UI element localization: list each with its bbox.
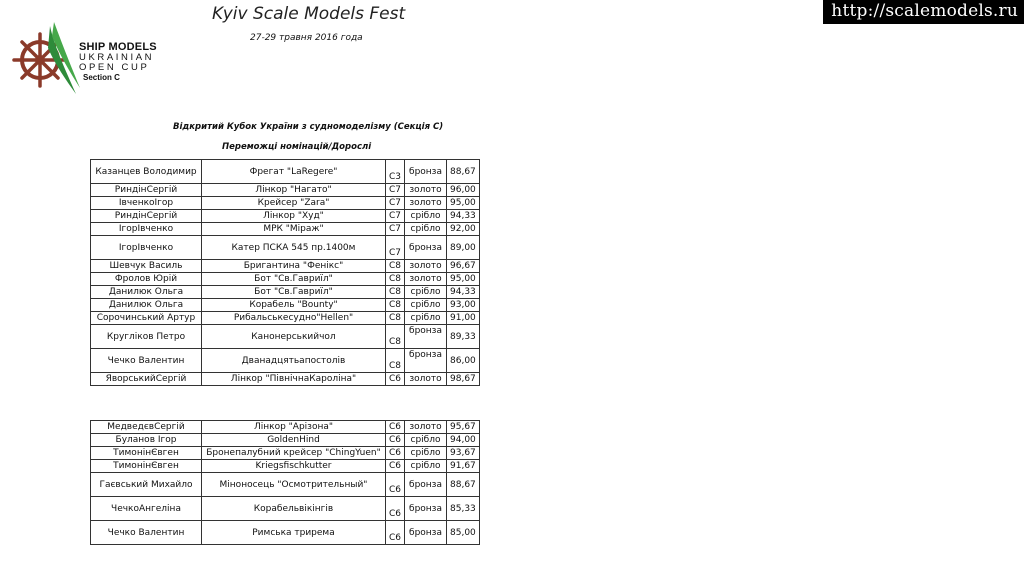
score: 94,33: [447, 286, 480, 299]
participant-name: Казанцев Володимир: [91, 160, 202, 184]
table-row: [91, 349, 480, 373]
model-name: Бот "Св.Гавриїл": [202, 273, 386, 286]
medal: срібло: [405, 447, 447, 460]
class-code: C7: [386, 236, 405, 260]
class-code: C6: [386, 473, 405, 497]
medal: срібло: [405, 460, 447, 473]
medal: бронза: [405, 325, 447, 349]
class-code: C8: [386, 260, 405, 273]
score: 89,00: [447, 236, 480, 260]
model-name: Kriegsfischkutter: [202, 460, 386, 473]
model-name: Канонерськийчол: [202, 325, 386, 349]
document-title: Kyiv Scale Models Fest: [212, 4, 406, 24]
table-row: [91, 325, 480, 349]
class-code: C8: [386, 273, 405, 286]
model-name: Катер ПСКА 545 пр.1400м: [202, 236, 386, 260]
score: 85,33: [447, 497, 480, 521]
participant-name: Чечко Валентин: [91, 349, 202, 373]
score: 86,00: [447, 349, 480, 373]
table-row: [91, 421, 480, 434]
score: 95,00: [447, 197, 480, 210]
results-table-2: [90, 420, 480, 545]
class-code: C8: [386, 286, 405, 299]
medal: бронза: [405, 521, 447, 545]
score: 88,67: [447, 473, 480, 497]
logo-line-2: UKRAINIAN: [79, 52, 155, 63]
participant-name: ІвченкоІгор: [91, 197, 202, 210]
model-name: Корабель "Bounty": [202, 299, 386, 312]
participant-name: Буланов Ігор: [91, 434, 202, 447]
medal: срібло: [405, 434, 447, 447]
table-row: [91, 497, 480, 521]
participant-name: Сорочинський Артур: [91, 312, 202, 325]
class-code: C6: [386, 521, 405, 545]
participant-name: МедведєвСергій: [91, 421, 202, 434]
score: 92,00: [447, 223, 480, 236]
medal: бронза: [405, 236, 447, 260]
table-row: [91, 521, 480, 545]
model-name: GoldenHind: [202, 434, 386, 447]
class-code: C6: [386, 460, 405, 473]
score: 96,67: [447, 260, 480, 273]
participant-name: ЧечкоАнгеліна: [91, 497, 202, 521]
participant-name: Гаєвський Михайло: [91, 473, 202, 497]
class-code: C6: [386, 373, 405, 386]
score: 89,33: [447, 325, 480, 349]
model-name: Лінкор "Арізона": [202, 421, 386, 434]
document-date: 27-29 травня 2016 года: [250, 33, 363, 43]
logo-line-4: Section C: [83, 73, 120, 82]
results-subheading: Переможці номінацій/Дорослі: [222, 142, 372, 152]
table-row: [91, 299, 480, 312]
medal: срібло: [405, 210, 447, 223]
medal: срібло: [405, 223, 447, 236]
table-row: [91, 312, 480, 325]
score: 94,00: [447, 434, 480, 447]
participant-name: ІгорІвченко: [91, 223, 202, 236]
table-row: [91, 236, 480, 260]
participant-name: Данилюк Ольга: [91, 299, 202, 312]
score: 88,67: [447, 160, 480, 184]
class-code: C8: [386, 312, 405, 325]
table-row: [91, 197, 480, 210]
model-name: МРК "Міраж": [202, 223, 386, 236]
results-table-1: [90, 159, 480, 386]
model-name: Лінкор "ПівнічнаКароліна": [202, 373, 386, 386]
model-name: Фрегат "LaRegere": [202, 160, 386, 184]
class-code: C7: [386, 210, 405, 223]
class-code: C7: [386, 184, 405, 197]
medal: бронза: [405, 473, 447, 497]
model-name: Римська трирема: [202, 521, 386, 545]
logo-line-1: SHIP MODELS: [79, 41, 157, 53]
class-code: C6: [386, 447, 405, 460]
table-row: [91, 434, 480, 447]
score: 94,33: [447, 210, 480, 223]
logo-text: [79, 41, 157, 82]
class-code: C8: [386, 299, 405, 312]
table-row: [91, 273, 480, 286]
medal: золото: [405, 373, 447, 386]
medal: золото: [405, 260, 447, 273]
results-heading: Відкритий Кубок України з судномоделізму (Секція С): [173, 122, 444, 132]
table-row: [91, 286, 480, 299]
participant-name: Шевчук Василь: [91, 260, 202, 273]
table-row: [91, 473, 480, 497]
logo-line-3: OPEN CUP: [79, 62, 150, 73]
score: 95,67: [447, 421, 480, 434]
model-name: Рибальськесудно"Hellen": [202, 312, 386, 325]
model-name: Міноносець "Осмотрительный": [202, 473, 386, 497]
score: 98,67: [447, 373, 480, 386]
participant-name: Фролов Юрій: [91, 273, 202, 286]
table-row: [91, 373, 480, 386]
participant-name: Кругліков Петро: [91, 325, 202, 349]
score: 93,00: [447, 299, 480, 312]
table-row: [91, 210, 480, 223]
class-code: C6: [386, 421, 405, 434]
class-code: C7: [386, 223, 405, 236]
table-row: [91, 223, 480, 236]
participant-name: РиндінСергій: [91, 210, 202, 223]
table-row: [91, 160, 480, 184]
score: 91,67: [447, 460, 480, 473]
medal: золото: [405, 184, 447, 197]
model-name: Бот "Св.Гавриїл": [202, 286, 386, 299]
participant-name: ІгорІвченко: [91, 236, 202, 260]
watermark-url: http://scalemodels.ru: [823, 0, 1024, 24]
medal: срібло: [405, 299, 447, 312]
class-code: C8: [386, 325, 405, 349]
participant-name: РиндінСергій: [91, 184, 202, 197]
score: 95,00: [447, 273, 480, 286]
table-row: [91, 460, 480, 473]
participant-name: ТимонінЄвген: [91, 460, 202, 473]
score: 85,00: [447, 521, 480, 545]
participant-name: Чечко Валентин: [91, 521, 202, 545]
medal: срібло: [405, 312, 447, 325]
table-row: [91, 184, 480, 197]
class-code: C3: [386, 160, 405, 184]
participant-name: ТимонінЄвген: [91, 447, 202, 460]
table-row: [91, 447, 480, 460]
participant-name: Данилюк Ольга: [91, 286, 202, 299]
medal: золото: [405, 421, 447, 434]
medal: срібло: [405, 286, 447, 299]
score: 96,00: [447, 184, 480, 197]
participant-name: ЯворськийСергій: [91, 373, 202, 386]
table-row: [91, 260, 480, 273]
medal: бронза: [405, 349, 447, 373]
score: 91,00: [447, 312, 480, 325]
model-name: Корабельвікінгів: [202, 497, 386, 521]
model-name: Бронепалубний крейсер "ChingYuen": [202, 447, 386, 460]
ship-wheel-logo-icon: [10, 18, 82, 96]
model-name: Бригантина "Фенікс": [202, 260, 386, 273]
medal: бронза: [405, 160, 447, 184]
class-code: C6: [386, 434, 405, 447]
medal: золото: [405, 197, 447, 210]
model-name: Лінкор "Нагато": [202, 184, 386, 197]
medal: бронза: [405, 497, 447, 521]
model-name: Дванадцятьапостолів: [202, 349, 386, 373]
score: 93,67: [447, 447, 480, 460]
model-name: Крейсер "Zara": [202, 197, 386, 210]
class-code: C6: [386, 497, 405, 521]
class-code: C7: [386, 197, 405, 210]
model-name: Лінкор "Худ": [202, 210, 386, 223]
medal: золото: [405, 273, 447, 286]
class-code: C8: [386, 349, 405, 373]
